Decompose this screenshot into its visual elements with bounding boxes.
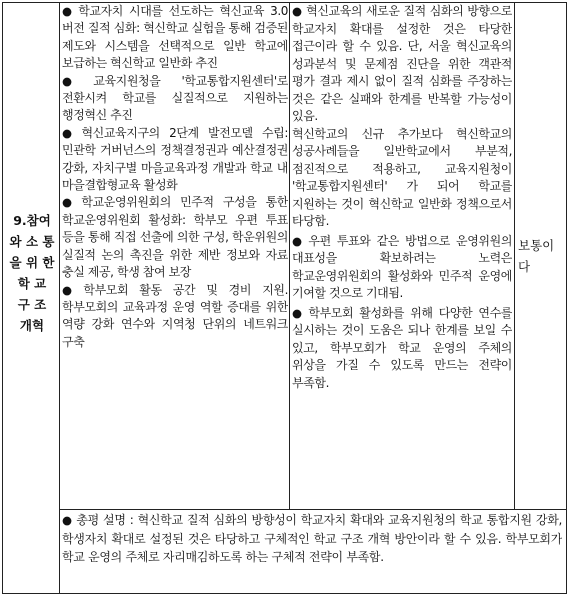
rating-line: 보통이 [518, 238, 555, 253]
rating-cell [518, 235, 564, 277]
category-line: 을 위 한 [9, 255, 55, 270]
row-divider-summary [59, 509, 567, 510]
bullet-icon: ● [62, 73, 90, 88]
category-line: 9.참여 [13, 213, 51, 228]
policy-item [62, 3, 288, 73]
evaluation-item-text: 학부모회 활성화를 위해 다양한 연수를 실시하는 것이 도움은 되나 한계를 보일 수 있고, 학부모회가 학교 운영의 주체의 위상을 가질 수 있도록 만드는 전략이 부족함. [292, 305, 512, 390]
evaluation-item-text: 혁신교육의 새로운 질적 심화의 방향으로 학교자치 확대를 설정한 것은 타당한 접근이라 할 수 있음. 단, 서울 혁신교육의 성과분석 및 문제점 진단을 위한 객관적 평가 결과 제시 없이 질적 심화를 주장하는 것은 같은 실패와 한계를 반복할 가능성이 있음. [292, 4, 512, 123]
policy-item-text: 학부모회 활동 공간 및 경비 지원. 학부모회의 교육과정 운영 역할 증대를 위한 역량 강화 연수와 지역청 단위의 네트워크 구축 [62, 282, 288, 349]
bullet-icon: ● [62, 282, 80, 297]
evaluation-item [292, 305, 512, 393]
policy-item [62, 194, 288, 281]
summary-body: 총평 설명 : 혁신학교 질적 심화의 방향성이 학교자치 확대와 교육지원청의 학교 통합지원 강화, 학생자치 확대로 설정된 것은 타당하고 구체적인 학교 구조 개혁 방안이라 할 수 있음. 학부모회가 학교 운영의 주체로 자리매김하도록 하는 구체적 전략이 부족함. [62, 513, 562, 565]
bullet-icon: ● [62, 513, 73, 527]
policy-item [62, 73, 288, 125]
category-cell [4, 210, 60, 336]
bullet-icon: ● [292, 4, 303, 18]
column-divider-evaluation [514, 2, 515, 509]
policy-item [62, 282, 288, 352]
evaluation-item-text: 우편 투표와 같은 방법으로 운영위원의 대표성을 확보하려는 노력은 학교운영위원회의 활성화와 민주적 운영에 기여할 것으로 기대됨. [292, 233, 512, 300]
evaluation-item [292, 126, 512, 231]
bullet-icon: ● [292, 305, 305, 320]
rating-line: 다 [518, 259, 531, 274]
category-line: 와 소 통 [9, 234, 55, 249]
policy-cell [62, 3, 288, 351]
evaluation-item-text: 혁신학교의 신규 추가보다 혁신학교의 성공사례들을 일반학교에서 부분적, 점진적으로 적용하고, 교육지원청이 '학교통합지원센터' 가 되어 학교를 지원하는 것이 혁신학교 일반화 정책으로서 타당함. [292, 126, 512, 228]
bullet-icon: ● [62, 125, 78, 140]
category-line: 개혁 [19, 318, 45, 333]
evaluation-cell [292, 3, 512, 392]
policy-item-text: 학교자치 시대를 선도하는 혁신교육 3.0 버전 질적 심화: 혁신학교 실험을 통해 검증된 제도와 시스템을 선택적으로 일반 학교에 보급하는 혁신학교 일반화 추진 [62, 4, 288, 71]
summary-text [62, 511, 562, 567]
evaluation-item [292, 3, 512, 126]
policy-item-text: 학교운영위원회의 민주적 구성을 통한 학교운영위원회 활성화: 학부모 우편 투표 등을 통해 직접 선출에 의한 구성, 학운위원의 실질적 논의 촉진을 위한 제반 정보와 자료 충실 제공, 학생 참여 보장 [62, 195, 288, 280]
policy-item-text: 혁신교육지구의 2단계 발전모델 수립: 민관학 거버넌스의 정책결정권과 예산결정권 강화, 자치구별 마을교육과정 개발과 학교 내 마을결합형교육 활성화 [62, 125, 288, 193]
bullet-icon: ● [62, 4, 75, 18]
bullet-icon: ● [292, 233, 305, 248]
bullet-icon: ● [62, 195, 78, 210]
policy-item-text: 교육지원청을 '학교통합지원센터'로 전환시켜 학교를 실질적으로 지원하는 행정혁신 추진 [62, 73, 288, 123]
evaluation-item [292, 233, 512, 303]
policy-item [62, 125, 288, 195]
summary-cell [62, 511, 562, 567]
column-divider-policy [289, 2, 290, 509]
category-line: 구 조 [17, 297, 47, 312]
category-line: 학 교 [17, 276, 47, 291]
